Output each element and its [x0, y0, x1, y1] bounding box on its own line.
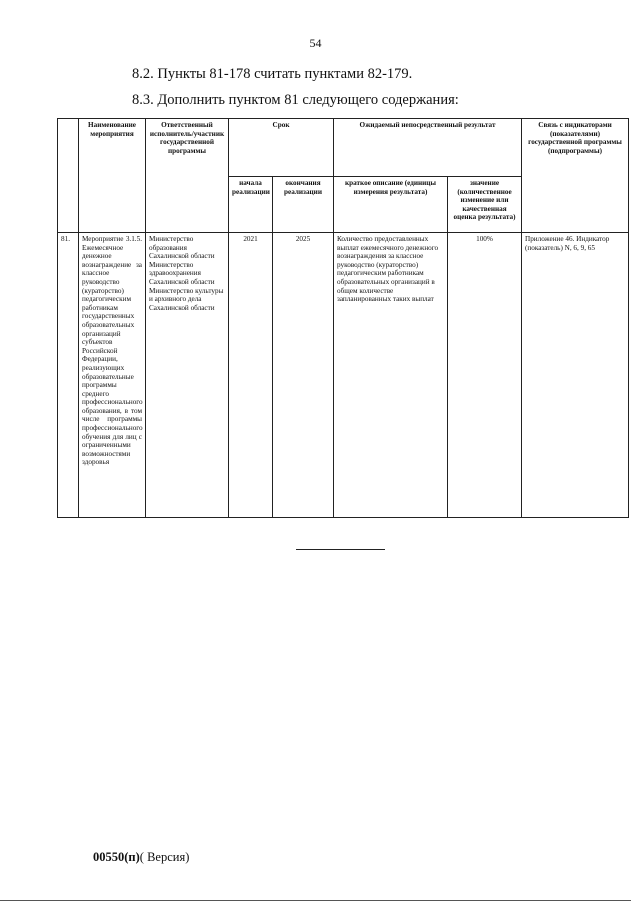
row-end: 2025 — [273, 233, 334, 518]
footer-code: 00550(п) — [93, 850, 140, 864]
header-num-cell — [58, 119, 79, 233]
paragraph-8-3: 8.3. Дополнить пунктом 81 следующего содержания: — [132, 92, 459, 108]
header-term: Срок — [229, 119, 334, 177]
header-short-desc: краткое описание (единицы измерения результата) — [334, 177, 448, 233]
separator-line — [296, 549, 385, 550]
header-result: Ожидаемый непосредственный результат — [334, 119, 522, 177]
header-value: значение (количественное изменение или качественная оценка результата) — [448, 177, 522, 233]
row-name: Мероприятие 3.1.5. Ежемесячное денежное вознаграждение за классное руководство (кураторство) педагогическим работникам государственных образовательных организаций субъектов Российской Федерации, реализующих образовательные программы среднего профессионального образования, в том числе программы профессионального обучения для лиц с ограниченными возможностями здоровья — [79, 233, 146, 518]
header-executor: Ответственный исполнитель/участник государственной программы — [146, 119, 229, 233]
row-executor: Министерство образования Сахалинской области Министерство здравоохранения Сахалинской области Министерство культуры и архивного дела Сахалинской области — [146, 233, 229, 518]
row-short-desc: Количество предоставленных выплат ежемесячного денежного вознаграждения за классное руководство (кураторство) педагогическим работникам образовательных организаций в общем количестве запланированных таких выплат — [334, 233, 448, 518]
table-header-row — [58, 119, 629, 177]
page-edge-line — [0, 900, 631, 901]
paragraph-8-2: 8.2. Пункты 81-178 считать пунктами 82-179. — [132, 66, 413, 82]
row-value: 100% — [448, 233, 522, 518]
row-link: Приложение 46. Индикатор (показатель) N, 6, 9, 65 — [522, 233, 629, 518]
row-num: 81. — [58, 233, 79, 518]
header-end: окончания реализации — [273, 177, 334, 233]
footer — [93, 850, 189, 865]
header-link: Связь с индикаторами (показателями) государственной программы (подпрограммы) — [522, 119, 629, 233]
header-name: Наименование мероприятия — [79, 119, 146, 233]
page-number: 54 — [309, 36, 322, 50]
table-row — [58, 233, 629, 518]
activities-table — [57, 118, 629, 518]
footer-version: ( Версия) — [139, 850, 190, 864]
row-start: 2021 — [229, 233, 273, 518]
header-start: начала реализации — [229, 177, 273, 233]
